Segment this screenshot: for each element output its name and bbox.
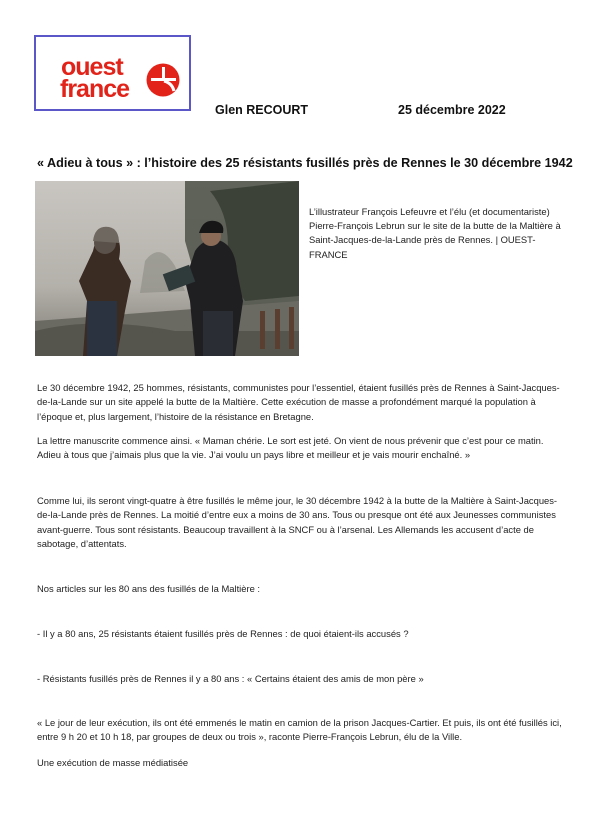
article-paragraph-2: La lettre manuscrite commence ainsi. « Maman chérie. Le sort est jeté. On vient de nous prévenir que c’est pour ce matin. Adieu à tous que j’aimais plus que la vie. J’ai voulu un pays libre et meilleur et je vais mourir enchaîné. »	[37, 435, 544, 461]
ouest-france-logo	[34, 35, 191, 111]
logo-graphic	[36, 37, 189, 109]
article-paragraph-1: Le 30 décembre 1942, 25 hommes, résistants, communistes pour l’essentiel, étaient fusillés près de Rennes à Saint-Jacques-de-la-Lande sur un site appelé la butte de la Maltière. Cette exécution de masse a profondément marqué la population à l’époque et, plus largement, l’histoire de la résistance en Bretagne.	[37, 382, 560, 422]
related-articles-heading: Nos articles sur les 80 ans des fusillés de la Maltière :	[37, 583, 261, 594]
related-article-link-2[interactable]: - Résistants fusillés près de Rennes il y a 80 ans : « Certains étaient des amis de mon père »	[37, 673, 424, 684]
article-photo	[35, 181, 299, 356]
related-article-link-1[interactable]: - Il y a 80 ans, 25 résistants étaient fusillés près de Rennes : de quoi étaient-ils accusés ?	[37, 628, 409, 639]
logo-text-ouest: ouest	[61, 53, 123, 81]
photo-caption: L’illustrateur François Lefeuvre et l’élu (et documentariste) Pierre-François Lebrun sur le site de la butte de la Maltière à Saint-Jacques-de-la-Lande près de Rennes. | OUEST-FRANCE	[309, 206, 561, 260]
article-title: « Adieu à tous » : l’histoire des 25 résistants fusillés près de Rennes le 30 décembre 1942	[37, 156, 573, 170]
article-date: 25 décembre 2022	[398, 103, 506, 117]
logo-text-france: france	[60, 75, 130, 103]
article-subheading: Une exécution de masse médiatisée	[37, 757, 189, 768]
article-paragraph-3: Comme lui, ils seront vingt-quatre à être fusillés le même jour, le 30 décembre 1942 à la butte de la Maltière à Saint-Jacques-de-la-Lande près de Rennes. La moitié d’entre eux a moins de 30 ans. Tous ou presque ont été aux Jeunesses communistes avant-guerre. Tous sont résistants. Beaucoup travaillent à la SNCF ou à l’arsenal. Les Allemands les accusent d’acte de sabotage, d’attentats.	[37, 495, 558, 550]
article-paragraph-quote: « Le jour de leur exécution, ils ont été emmenés le matin en camion de la prison Jacques-Cartier. Et puis, ils ont été fusillés ici, entre 9 h 20 et 10 h 18, par groupes de deux ou trois », raconte Pierre-François Lebrun, élu de la Ville.	[37, 717, 562, 743]
article-author: Glen RECOURT	[215, 103, 309, 117]
logo-emblem-icon	[147, 64, 180, 97]
